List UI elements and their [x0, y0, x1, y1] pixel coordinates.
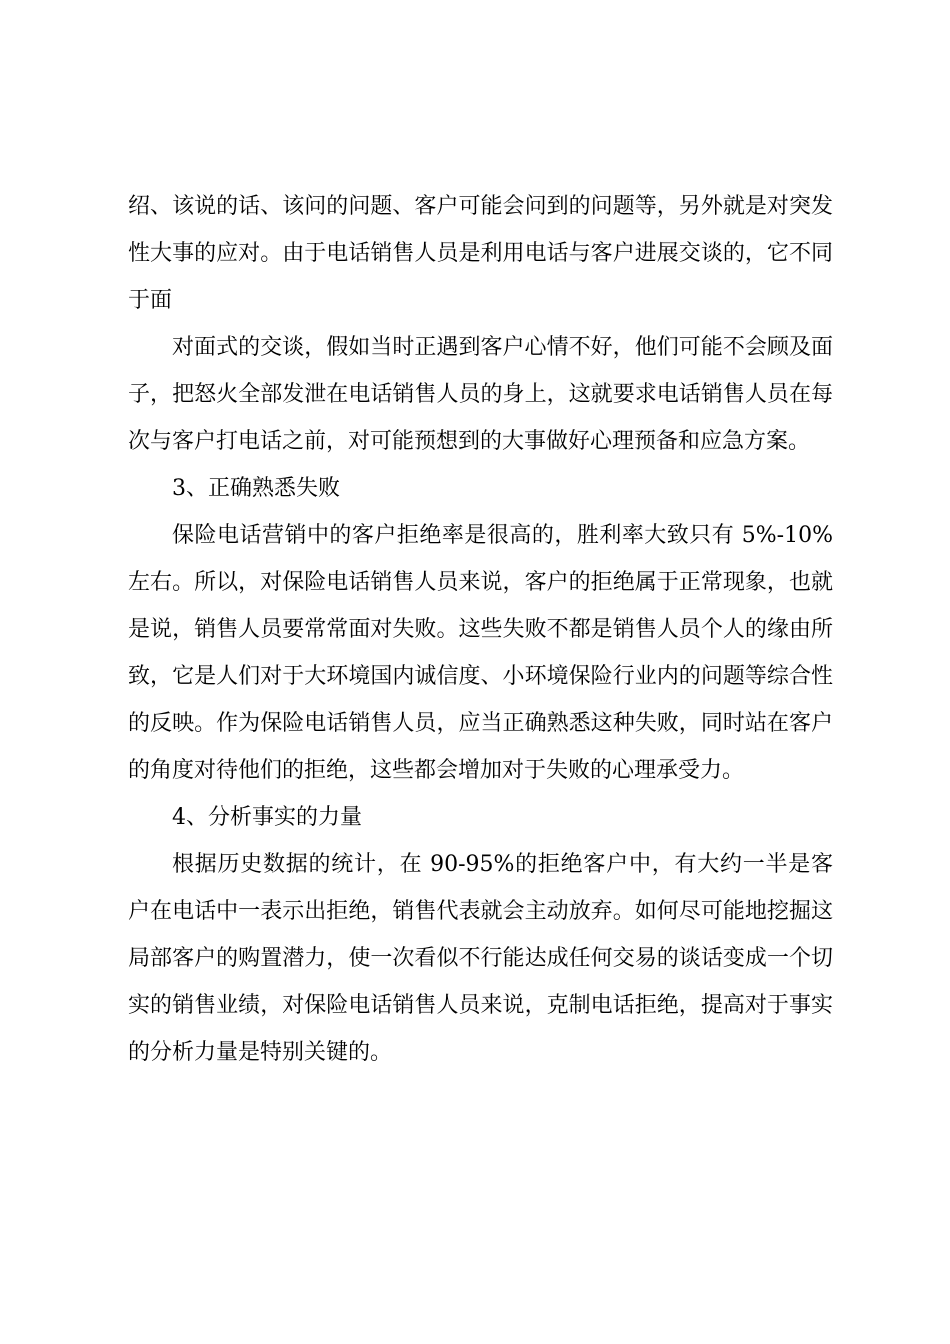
section-heading-3: 3、正确熟悉失败	[172, 476, 340, 501]
paragraph-body: 对面式的交谈，假如当时正遇到客户心情不好，他们可能不会顾及面子，把怒火全部发泄在电话销售人员的身上，这就要求电话销售人员在每次与客户打电话之前，对可能预想到的大事做好心理预备和应急方案。	[128, 335, 833, 454]
paragraph-continuation: 绍、该说的话、该问的问题、客户可能会问到的问题等，另外就是对突发性大事的应对。由于电话销售人员是利用电话与客户进展交谈的，它不同于面	[128, 194, 833, 313]
paragraph-body: 保险电话营销中的客户拒绝率是很高的，胜利率大致只有 5%-10%左右。所以，对保险电话销售人员来说，客户的拒绝属于正常现象，也就是说，销售人员要常常面对失败。这些失败不都是销售人员个人的缘由所致，它是人们对于大环境国内诚信度、小环境保险行业内的问题等综合性的反映。作为保险电话销售人员，应当正确熟悉这种失败，同时站在客户的角度对待他们的拒绝，这些都会增加对于失败的心理承受力。	[128, 523, 833, 783]
paragraph-body: 根据历史数据的统计，在 90-95%的拒绝客户中，有大约一半是客户在电话中一表示出拒绝，销售代表就会主动放弃。如何尽可能地挖掘这局部客户的购置潜力，使一次看似不行能达成任何交易的谈话变成一个切实的销售业绩，对保险电话销售人员来说，克制电话拒绝，提高对于事实的分析力量是特别关键的。	[128, 852, 833, 1065]
section-heading-4: 4、分析事实的力量	[172, 805, 362, 830]
document-body	[128, 183, 833, 1076]
